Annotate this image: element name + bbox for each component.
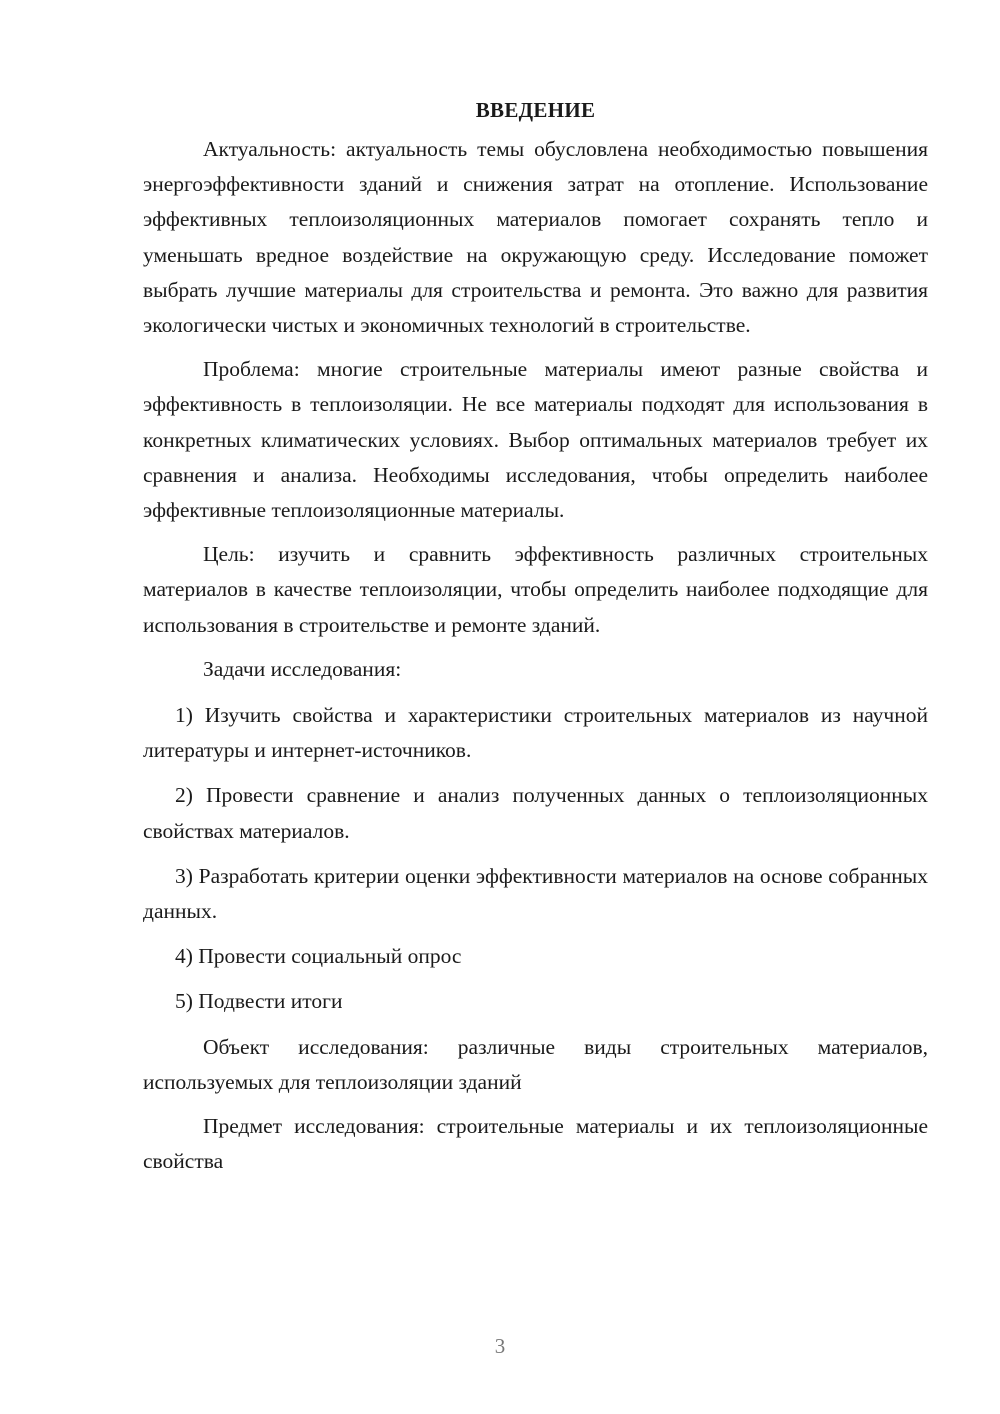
task-item-2: 2) Провести сравнение и анализ полученных данных о теплоизоляционных свойствах материалов.	[143, 783, 928, 843]
tasks-title: Задачи исследования:	[203, 656, 402, 681]
task-item-3: 3) Разработать критерии оценки эффективности материалов на основе собранных данных.	[143, 863, 928, 924]
goal-paragraph: Цель: изучить и сравнить эффективность различных строительных материалов в качестве теплоизоляции, чтобы определить наиболее подходящие для использования в строительстве и ремонте зданий.	[143, 542, 928, 637]
problem-paragraph: Проблема: многие строительные материалы имеют разные свойства и эффективность в теплоизоляции. Не все материалы подходят для использования в конкретных климатических условиях. Выбор оптимальных материалов требует их сравнения и анализа. Необходимы исследования, чтобы определить наиболее эффективные теплоизоляционные материалы.	[143, 357, 928, 523]
task-item-1: 1) Изучить свойства и характеристики строительных материалов из научной литературы и интернет-источников.	[143, 703, 928, 763]
section-heading: ВВЕДЕНИЕ	[475, 98, 596, 122]
task-item-5: 5) Подвести итоги	[175, 989, 343, 1014]
relevance-paragraph: Актуальность: актуальность темы обусловлена необходимостью повышения энергоэффективности зданий и снижения затрат на отопление. Использование эффективных теплоизоляционных материалов помогает сохранять тепло и уменьшать вредное воздействие на окружающую среду. Исследование поможет выбрать лучшие материалы для строительства и ремонта. Это важно для развития экологически чистых и экономичных технологий в строительстве.	[143, 137, 928, 338]
document-page	[143, 92, 928, 1188]
page-number: 3	[494, 1334, 506, 1358]
tasks-list	[143, 698, 928, 1020]
subject-paragraph: Предмет исследования: строительные материалы и их теплоизоляционные свойства	[143, 1114, 928, 1174]
task-item-4: 4) Провести социальный опрос	[175, 944, 462, 969]
object-paragraph: Объект исследования: различные виды строительных материалов, используемых для теплоизоляции зданий	[143, 1034, 928, 1094]
